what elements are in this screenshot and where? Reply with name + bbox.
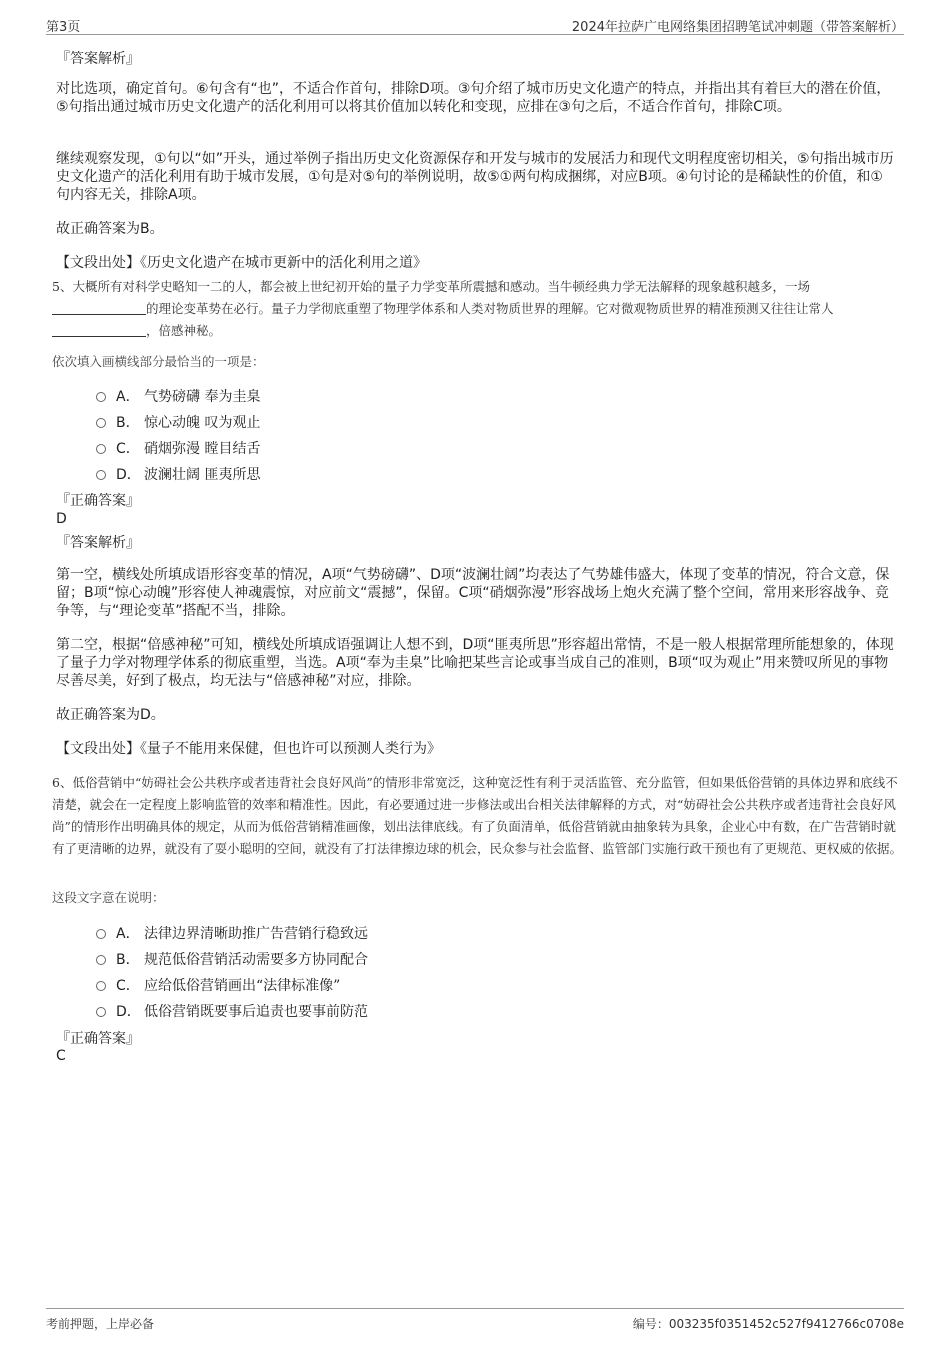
q5-stem-part-a: 5、大概所有对科学史略知一二的人，都会被上世纪初开始的量子力学变革所震撼和感动。当牛顿经典力学无法解释的现象越积越多，一场 bbox=[52, 279, 810, 294]
q4-analysis-p1: 对比选项，确定首句。⑥句含有“也”，不适合作首句，排除D项。③句介绍了城市历史文化遗产的特点，并指出其有着巨大的潜在价值，⑤句指出通过城市历史文化遗产的活化利用可以将其价值加以转化和变现，应排在③句之后，不适合作首句，排除C项。 bbox=[56, 81, 891, 115]
document-title: 2024年拉萨广电网络集团招聘笔试冲刺题（带答案解析） bbox=[571, 20, 904, 35]
document-id: 编号：003235f0351452c527f9412766c0708e bbox=[632, 1317, 904, 1331]
radio-icon[interactable] bbox=[96, 444, 106, 454]
q5-option-d[interactable]: D． 波澜壮阔 匪夷所思 bbox=[96, 464, 260, 484]
q5-answer-label: 『正确答案』 bbox=[56, 493, 140, 509]
q5-blank-1[interactable] bbox=[52, 301, 146, 315]
q6-prompt: 这段文字意在说明： bbox=[52, 890, 165, 905]
radio-icon[interactable] bbox=[96, 470, 106, 480]
q5-option-c[interactable]: C． 硝烟弥漫 瞠目结舌 bbox=[96, 438, 260, 458]
q5-stem-part-b: 的理论变革势在必行。量子力学彻底重塑了物理学体系和人类对物质世界的理解。它对微观物质世界的精准预测又往往让常人 bbox=[146, 301, 834, 316]
q6-stem: 6、低俗营销中“妨碍社会公共秩序或者违背社会良好风尚”的情形非常宽泛，这种宽泛性有利于灵活监管、充分监管，但如果低俗营销的具体边界和底线不清楚，就会在一定程度上影响监管的效率和精准性。因此，有必要通过进一步修法或出台相关法律解释的方式，对“妨碍社会公共秩序或者违背社会良好风尚”的情形作出明确具体的规定，从而为低俗营销精准画像，划出法律底线。有了负面清单，低俗营销就由抽象转为具象，企业心中有数，在广告营销时就有了更清晰的边界，就没有了耍小聪明的空间，就没有了打法律擦边球的机会，民众参与社会监督、监管部门实施行政干预也有了更规范、更权威的依据。 bbox=[52, 775, 903, 856]
q5-stem-part-c: ，倍感神秘。 bbox=[146, 323, 222, 338]
q4-source: 【文段出处】《历史文化遗产在城市更新中的活化利用之道》 bbox=[56, 255, 427, 271]
radio-icon[interactable] bbox=[96, 929, 106, 939]
q5-option-b[interactable]: B． 惊心动魄 叹为观止 bbox=[96, 412, 260, 432]
radio-icon[interactable] bbox=[96, 1007, 106, 1017]
q4-analysis-label: 『答案解析』 bbox=[56, 51, 140, 67]
q6-option-b[interactable]: B． 规范低俗营销活动需要多方协同配合 bbox=[96, 949, 368, 969]
q5-blank-2[interactable] bbox=[52, 323, 146, 337]
q5-answer: D bbox=[56, 511, 67, 527]
q5-stem bbox=[52, 276, 902, 342]
q5-source: 【文段出处】《量子不能用来保健，但也许可以预测人类行为》 bbox=[56, 741, 441, 757]
q4-conclusion: 故正确答案为B。 bbox=[56, 221, 164, 237]
radio-icon[interactable] bbox=[96, 392, 106, 402]
q6-answer-label: 『正确答案』 bbox=[56, 1031, 140, 1047]
q6-option-d[interactable]: D． 低俗营销既要事后追责也要事前防范 bbox=[96, 1001, 368, 1021]
q6-option-a[interactable]: A． 法律边界清晰助推广告营销行稳致远 bbox=[96, 923, 368, 943]
q5-option-a[interactable]: A． 气势磅礴 奉为圭臬 bbox=[96, 386, 260, 406]
radio-icon[interactable] bbox=[96, 981, 106, 991]
q5-analysis-p2: 第二空，根据“倍感神秘”可知，横线处所填成语强调让人想不到，D项“匪夷所思”形容超出常情，不是一般人根据常理所能想象的，体现了量子力学对物理学体系的彻底重塑，当选。A项“奉为圭臬”比喻把某些言论或事当成自己的准则，B项“叹为观止”用来赞叹所见的事物尽善尽美，好到了极点，均无法与“倍感神秘”对应，排除。 bbox=[56, 637, 894, 689]
radio-icon[interactable] bbox=[96, 955, 106, 965]
page-number: 第3页 bbox=[46, 20, 81, 35]
page-header bbox=[46, 14, 904, 35]
q5-conclusion: 故正确答案为D。 bbox=[56, 707, 165, 723]
footer-slogan: 考前押题，上岸必备 bbox=[46, 1317, 155, 1331]
page-footer bbox=[46, 1308, 904, 1331]
radio-icon[interactable] bbox=[96, 418, 106, 428]
q5-analysis-label: 『答案解析』 bbox=[56, 535, 140, 551]
q6-option-c[interactable]: C． 应给低俗营销画出“法律标准像” bbox=[96, 975, 340, 995]
q6-answer: C bbox=[56, 1048, 66, 1064]
q5-prompt: 依次填入画横线部分最恰当的一项是： bbox=[52, 354, 265, 369]
q4-analysis-p2: 继续观察发现，①句以“如”开头，通过举例子指出历史文化资源保存和开发与城市的发展活力和现代文明程度密切相关，⑤句指出城市历史文化遗产的活化利用有助于城市发展，①句是对⑤句的举例说明，故⑤①两句构成捆绑，对应B项。④句讨论的是稀缺性的价值，和①句内容无关，排除A项。 bbox=[56, 151, 894, 203]
q5-analysis-p1: 第一空，横线处所填成语形容变革的情况，A项“气势磅礴”、D项“波澜壮阔”均表达了气势雄伟盛大，体现了变革的情况，符合文意，保留；B项“惊心动魄”形容使人神魂震惊，对应前文“震撼”，保留。C项“硝烟弥漫”形容战场上炮火充满了整个空间，常用来形容战争、竞争等，与“理论变革”搭配不当，排除。 bbox=[56, 567, 890, 619]
